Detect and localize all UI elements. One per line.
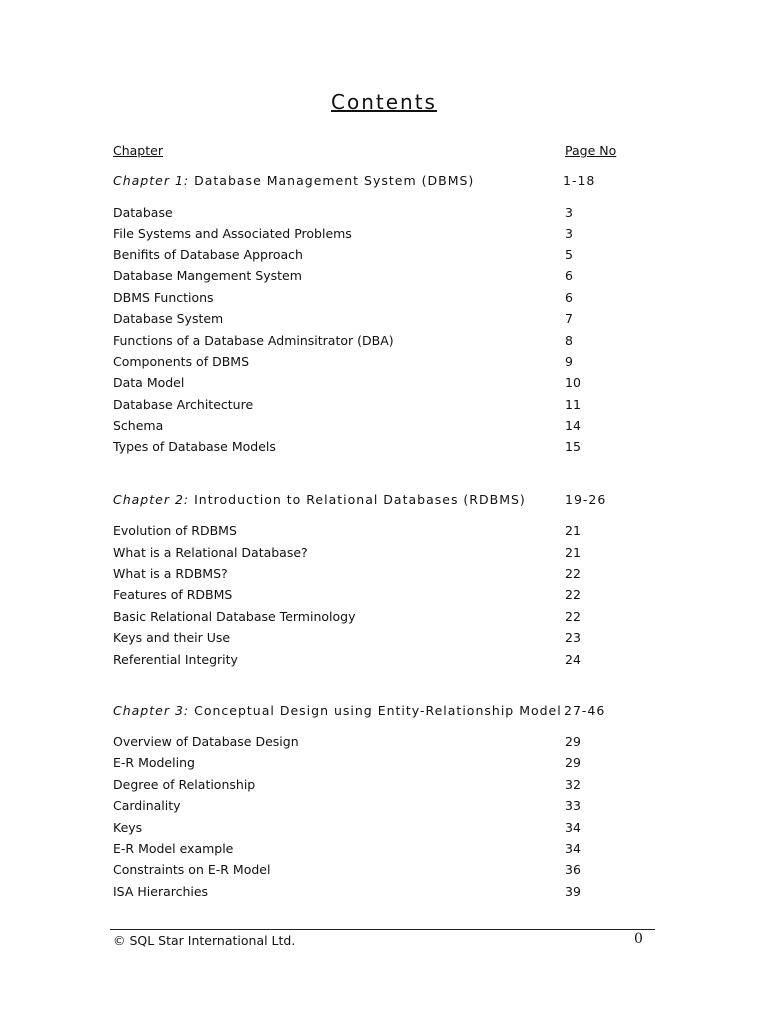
toc-page: 22 bbox=[565, 566, 581, 581]
toc-entry: Keys and their Use bbox=[113, 630, 231, 645]
chapter-page-range: 27-46 bbox=[564, 703, 606, 718]
toc-entry: Referential Integrity bbox=[113, 652, 238, 667]
toc-entry: Database Mangement System bbox=[113, 268, 302, 283]
chapter-heading bbox=[113, 703, 633, 721]
toc-entry: E-R Modeling bbox=[113, 755, 195, 770]
toc-page: 34 bbox=[565, 841, 581, 856]
column-header-page-no: Page No bbox=[565, 143, 617, 158]
chapter-label: Chapter 3: bbox=[113, 703, 190, 718]
chapter-label: Chapter 2: bbox=[113, 492, 190, 507]
toc-page: 3 bbox=[565, 226, 573, 241]
toc-page: 21 bbox=[565, 545, 581, 560]
chapter-label: Chapter 1: bbox=[113, 173, 190, 188]
toc-entry: ISA Hierarchies bbox=[113, 884, 209, 899]
toc-entry: E-R Model example bbox=[113, 841, 234, 856]
chapter-title: Introduction to Relational Databases (RDBMS) bbox=[194, 492, 526, 507]
toc-page: 6 bbox=[565, 290, 573, 305]
toc-entry: Keys bbox=[113, 820, 143, 835]
chapter-title: Database Management System (DBMS) bbox=[194, 173, 475, 188]
toc-entry: Database System bbox=[113, 311, 224, 326]
page-title: Contents bbox=[331, 90, 437, 114]
toc-page: 36 bbox=[565, 862, 581, 877]
toc-page: 21 bbox=[565, 523, 581, 538]
toc-page: 3 bbox=[565, 205, 573, 220]
toc-entry: What is a Relational Database? bbox=[113, 545, 308, 560]
toc-entry: Evolution of RDBMS bbox=[113, 523, 237, 538]
chapter-page-range: 1-18 bbox=[563, 173, 596, 188]
toc-page: 14 bbox=[565, 418, 581, 433]
toc-page: 29 bbox=[565, 734, 581, 749]
toc-page: 22 bbox=[565, 609, 581, 624]
chapter-title: Conceptual Design using Entity-Relationship Model bbox=[194, 703, 562, 718]
toc-page: 32 bbox=[565, 777, 581, 792]
toc-entry: File Systems and Associated Problems bbox=[113, 226, 352, 241]
toc-page: 33 bbox=[565, 798, 581, 813]
column-header-chapter: Chapter bbox=[113, 143, 163, 158]
toc-entry: Types of Database Models bbox=[113, 439, 276, 454]
toc-page: 39 bbox=[565, 884, 581, 899]
toc-page: 29 bbox=[565, 755, 581, 770]
chapter-page-range: 19-26 bbox=[565, 492, 607, 507]
toc-page: 22 bbox=[565, 587, 581, 602]
toc-page: 10 bbox=[565, 375, 581, 390]
footer-page-number: 0 bbox=[634, 931, 643, 947]
toc-page: 15 bbox=[565, 439, 581, 454]
toc-page: 7 bbox=[565, 311, 573, 326]
toc-entry: Features of RDBMS bbox=[113, 587, 233, 602]
toc-page: 9 bbox=[565, 354, 573, 369]
footer-copyright: © SQL Star International Ltd. bbox=[113, 933, 296, 948]
toc-entry: Database bbox=[113, 205, 173, 220]
toc-page: 8 bbox=[565, 333, 573, 348]
chapter-heading bbox=[113, 492, 633, 510]
toc-page: 5 bbox=[565, 247, 573, 262]
toc-entry: Data Model bbox=[113, 375, 185, 390]
toc-entry: Benifits of Database Approach bbox=[113, 247, 303, 262]
toc-entry: Degree of Relationship bbox=[113, 777, 256, 792]
toc-page: 11 bbox=[565, 397, 581, 412]
toc-entry: Overview of Database Design bbox=[113, 734, 299, 749]
chapter-heading bbox=[113, 173, 633, 191]
toc-entry: Functions of a Database Adminsitrator (DBA) bbox=[113, 333, 394, 348]
toc-entry: DBMS Functions bbox=[113, 290, 214, 305]
toc-entry: What is a RDBMS? bbox=[113, 566, 228, 581]
toc-entry: Schema bbox=[113, 418, 164, 433]
toc-page: 23 bbox=[565, 630, 581, 645]
toc-entry: Cardinality bbox=[113, 798, 181, 813]
toc-entry: Constraints on E-R Model bbox=[113, 862, 271, 877]
toc-entry: Components of DBMS bbox=[113, 354, 249, 369]
toc-entry: Basic Relational Database Terminology bbox=[113, 609, 356, 624]
toc-entry: Database Architecture bbox=[113, 397, 254, 412]
toc-page: 34 bbox=[565, 820, 581, 835]
toc-page: 6 bbox=[565, 268, 573, 283]
toc-page: 24 bbox=[565, 652, 581, 667]
footer-divider bbox=[110, 929, 655, 930]
